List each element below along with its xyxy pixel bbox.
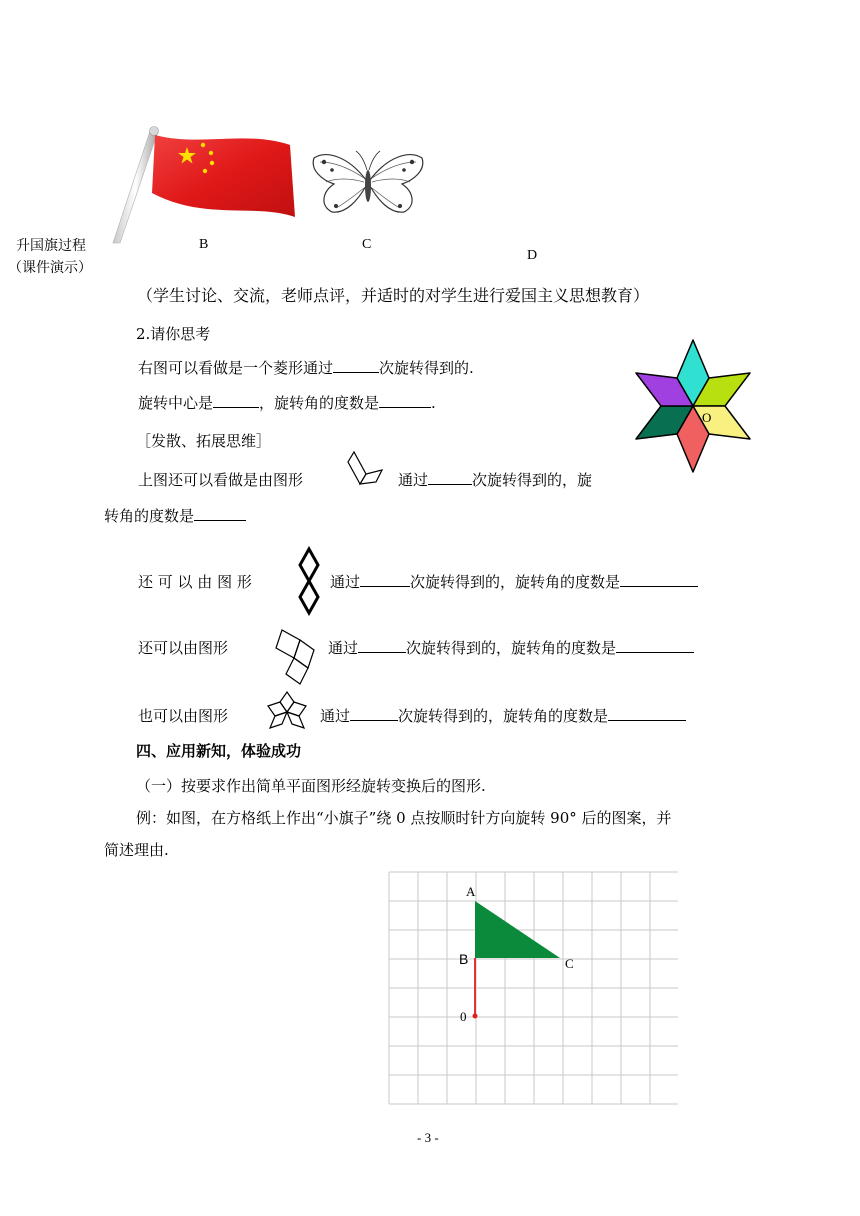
three-rhombus-shape-icon [270,626,318,686]
extend-line-3b: 通过 次旋转得到的，旋转角的度数是 [328,638,694,658]
extend-line-3: 还可以由图形 [138,639,229,657]
think-heading: 2.请你思考 [136,325,211,343]
discussion-note: （学生讨论、交流，老师点评，并适时的对学生进行爱国主义思想教育） [137,286,650,305]
extend-line-1: 上图还可以看做是由图形 [138,471,304,489]
answer-blank[interactable] [350,706,398,721]
option-b-label: B [199,237,209,252]
answer-blank[interactable] [379,393,431,408]
extend-line-2: 还 可 以 由 图 形 [138,573,252,591]
answer-blank[interactable] [213,393,259,408]
flag-image [105,125,305,250]
point-o-label: 0 [460,1009,467,1024]
butterfly-image [308,148,428,218]
option-c-label: C [362,237,372,252]
extend-line-1c: 转角的度数是 [104,506,246,526]
answer-blank[interactable] [620,572,698,587]
extend-line-2b: 通过 次旋转得到的，旋转角的度数是 [330,572,698,592]
extend-line-1b: 通过 次旋转得到的，旋 [398,471,593,489]
example-line-2: 简述理由. [104,841,169,859]
point-c-label: C [565,956,574,971]
answer-blank[interactable] [360,572,410,587]
extend-line-4b: 通过 次旋转得到的，旋转角的度数是 [320,706,686,726]
think-line-2: 旋转中心是 ，旋转角的度数是 . [138,394,436,412]
answer-blank[interactable] [194,506,246,521]
extend-line-4: 也可以由图形 [138,707,229,725]
grid-paper-figure [386,870,678,1106]
section-4-sub-1: （一）按要求作出简单平面图形经旋转变换后的图形. [136,777,486,795]
section-4-heading: 四、应用新知，体验成功 [136,742,302,760]
double-diamond-shape-icon [296,546,322,616]
answer-blank[interactable] [358,638,406,653]
rhombus-star-figure [632,336,754,476]
point-b-label: B [459,951,469,967]
star-center-label: O [702,410,712,425]
answer-blank[interactable] [608,706,686,721]
flag-raising-label: 升国旗过程 [16,238,86,254]
rotation-center-point [473,1014,478,1019]
option-d-label: D [527,248,538,263]
think-line-1: 右图可以看做是一个菱形通过 次旋转得到的. [138,359,474,377]
page-number: - 3 - [417,1130,439,1145]
two-rhombus-shape-icon [340,448,386,488]
answer-blank[interactable] [616,638,694,653]
courseware-demo-label: （课件演示） [8,260,92,276]
answer-blank[interactable] [428,470,472,485]
trefoil-rhombus-shape-icon [264,690,310,732]
example-line-1: 例：如图，在方格纸上作出“小旗子”绕 0 点按顺时针方向旋转 90° 后的图案，并 [136,809,672,827]
point-a-label: A [466,884,476,899]
extend-heading: ［发散、拓展思维］ [136,432,272,450]
answer-blank[interactable] [333,358,379,373]
